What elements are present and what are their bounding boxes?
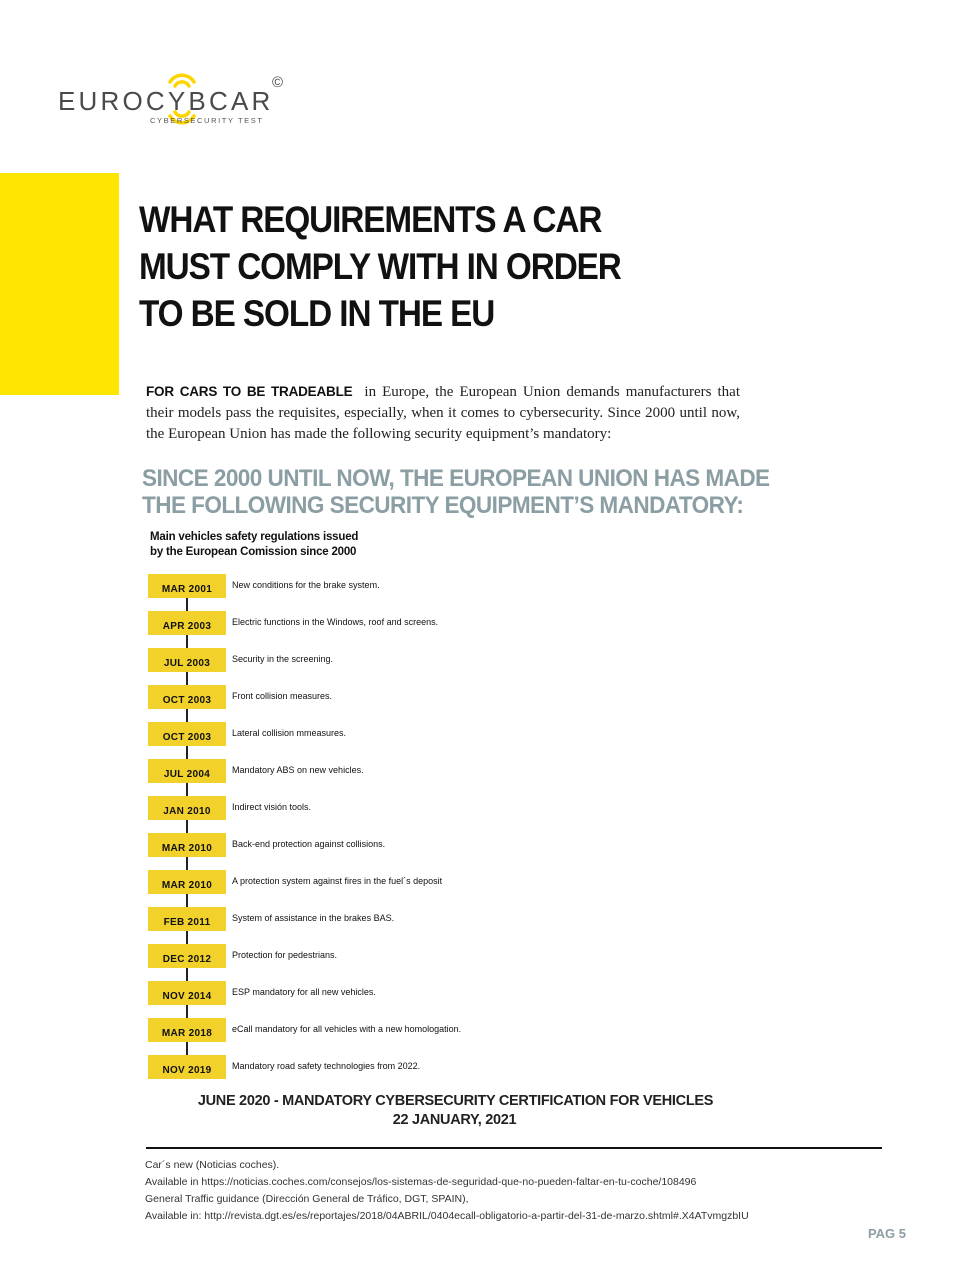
source-line: Car´s new (Noticias coches).: [145, 1159, 280, 1171]
page-title: [139, 196, 779, 337]
date-badge: APR 2003: [148, 611, 226, 635]
timeline-event: [148, 944, 648, 968]
timeline-title-line: by the European Comission since 2000: [150, 546, 357, 558]
event-description: Mandatory ABS on new vehicles.: [232, 765, 364, 775]
date-badge: OCT 2003: [148, 722, 226, 746]
event-description: Back-end protection against collisions.: [232, 839, 386, 849]
closing-date: 22 JANUARY, 2021: [392, 1112, 517, 1128]
regulations-timeline: [148, 574, 648, 1074]
eurocybcar-logo: [58, 66, 298, 132]
timeline-event: [148, 685, 648, 709]
event-description: eCall mandatory for all vehicles with a new homologation.: [232, 1024, 462, 1034]
logo-tagline: CYBERSECURITY TEST: [150, 116, 264, 125]
timeline-event: [148, 796, 648, 820]
timeline-event: [148, 574, 648, 598]
page-number: PAG 5: [867, 1226, 906, 1241]
title-line: TO BE SOLD IN THE EU: [139, 293, 495, 334]
timeline-event: [148, 722, 648, 746]
intro-body: in Europe, the European Union demands manufacturers that their models pass the requisites, especially, when it comes to cybersecurity. Since 2000 until now, the European Union has made the following security equipment’s mandatory:: [146, 384, 740, 442]
sources-list: [145, 1157, 749, 1225]
date-badge: JUL 2003: [148, 648, 226, 672]
event-description: System of assistance in the brakes BAS.: [232, 913, 395, 923]
timeline-event: [148, 648, 648, 672]
timeline-event: [148, 759, 648, 783]
source-line: General Traffic guidance (Dirección General de Tráfico, DGT, SPAIN),: [145, 1193, 469, 1205]
intro-paragraph: [146, 381, 740, 445]
section-heading: [142, 465, 770, 519]
date-badge: NOV 2019: [148, 1055, 226, 1079]
date-badge: JAN 2010: [148, 796, 226, 820]
date-badge: MAR 2001: [148, 574, 226, 598]
timeline-title-line: Main vehicles safety regulations issued: [150, 531, 359, 543]
intro-lead: FOR CARS TO BE TRADEABLE: [146, 384, 353, 399]
timeline-event: [148, 1055, 648, 1079]
event-description: A protection system against fires in the fuel´s deposit: [232, 876, 443, 886]
date-badge: OCT 2003: [148, 685, 226, 709]
event-description: Lateral collision mmeasures.: [232, 728, 347, 738]
logo-wordmark: EUROCYBCAR: [58, 86, 274, 116]
event-description: Mandatory road safety technologies from 2022.: [232, 1061, 421, 1071]
event-description: New conditions for the brake system.: [232, 580, 380, 590]
date-badge: NOV 2014: [148, 981, 226, 1005]
timeline-event: [148, 870, 648, 894]
section-heading-line: SINCE 2000 UNTIL NOW, THE EUROPEAN UNION HAS MADE: [142, 465, 770, 492]
footer-divider: [146, 1147, 882, 1149]
date-badge: DEC 2012: [148, 944, 226, 968]
timeline-event: [148, 907, 648, 931]
date-badge: FEB 2011: [148, 907, 226, 931]
section-heading-line: THE FOLLOWING SECURITY EQUIPMENT’S MANDATORY:: [142, 492, 744, 519]
closing-statement: [0, 1092, 969, 1130]
event-description: Protection for pedestrians.: [232, 950, 338, 960]
event-description: Electric functions in the Windows, roof and screens.: [232, 617, 439, 627]
title-line: MUST COMPLY WITH IN ORDER: [139, 246, 621, 287]
date-badge: JUL 2004: [148, 759, 226, 783]
source-link[interactable]: Available in: http://revista.dgt.es/es/reportajes/2018/04ABRIL/0404ecall-obligatorio-a-partir-del-31-de-marzo.shtml#.X4ATvmgzbIU: [145, 1210, 749, 1222]
copyright-symbol: ©: [272, 74, 284, 91]
timeline-event: [148, 833, 648, 857]
event-description: Security in the screening.: [232, 654, 334, 664]
event-description: Indirect visión tools.: [232, 802, 312, 812]
source-link[interactable]: Available in https://noticias.coches.com/consejos/los-sistemas-de-seguridad-que-no-pueden-faltar-en-tu-coche/108496: [145, 1176, 697, 1188]
event-description: ESP mandatory for all new vehicles.: [232, 987, 376, 997]
timeline-event: [148, 1018, 648, 1042]
timeline-event: [148, 981, 648, 1005]
date-badge: MAR 2010: [148, 870, 226, 894]
yellow-accent-block: [0, 173, 119, 395]
title-line: WHAT REQUIREMENTS A CAR: [139, 199, 602, 240]
timeline-title: [150, 530, 358, 560]
closing-line: JUNE 2020 - MANDATORY CYBERSECURITY CERTIFICATION FOR VEHICLES: [197, 1093, 714, 1109]
event-description: Front collision measures.: [232, 691, 333, 701]
date-badge: MAR 2010: [148, 833, 226, 857]
timeline-event: [148, 611, 648, 635]
date-badge: MAR 2018: [148, 1018, 226, 1042]
